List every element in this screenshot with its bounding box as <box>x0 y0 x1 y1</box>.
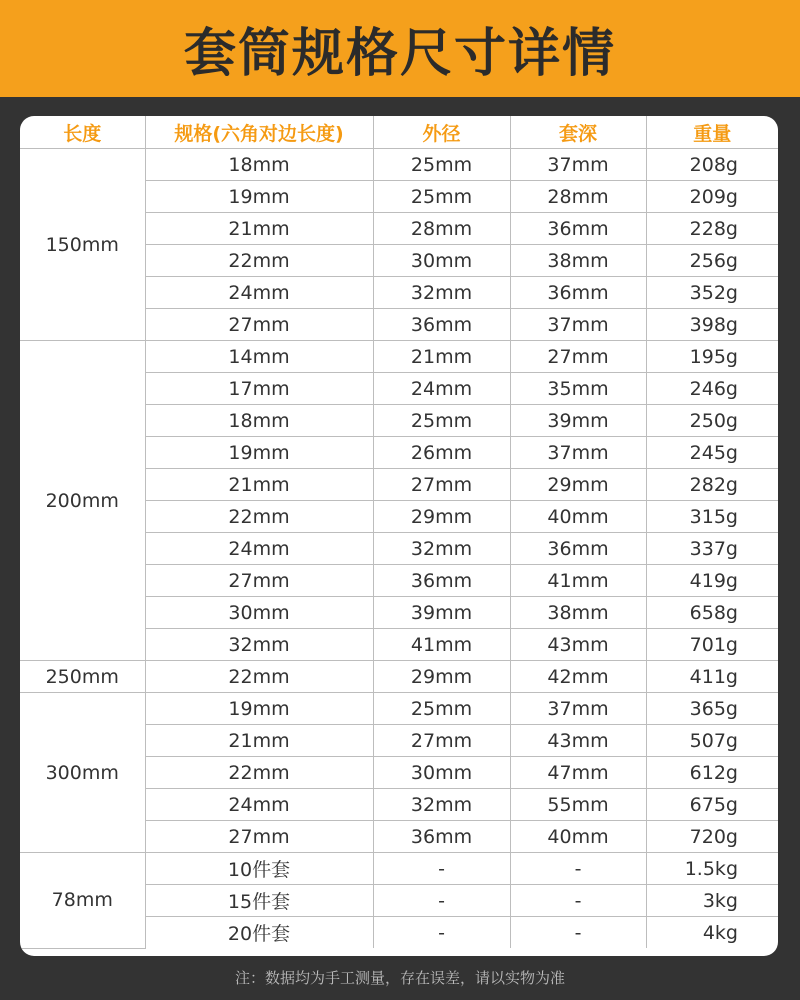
outer-diameter-cell: - <box>373 885 510 917</box>
depth-cell: - <box>510 853 646 885</box>
spec-cell: 19mm <box>145 181 373 213</box>
depth-cell: 39mm <box>510 405 646 437</box>
outer-diameter-cell: 25mm <box>373 181 510 213</box>
table-row <box>20 341 778 373</box>
spec-cell: 22mm <box>145 245 373 277</box>
outer-diameter-cell: 30mm <box>373 245 510 277</box>
spec-cell: 24mm <box>145 533 373 565</box>
spec-cell: 19mm <box>145 437 373 469</box>
page-title: 套筒规格尺寸详情 <box>183 24 616 84</box>
table-row <box>20 661 778 693</box>
outer-diameter-cell: 28mm <box>373 213 510 245</box>
spec-cell: 20件套 <box>145 917 373 949</box>
weight-cell: 256g <box>646 245 778 277</box>
weight-cell: 701g <box>646 629 778 661</box>
table-row <box>20 693 778 725</box>
table-body <box>20 149 778 949</box>
spec-cell: 14mm <box>145 341 373 373</box>
outer-diameter-cell: 25mm <box>373 405 510 437</box>
column-header-outer-diameter: 外径 <box>373 116 510 149</box>
table-header-row <box>20 116 778 149</box>
depth-cell: 29mm <box>510 469 646 501</box>
outer-diameter-cell: 36mm <box>373 309 510 341</box>
spec-cell: 18mm <box>145 405 373 437</box>
weight-cell: 507g <box>646 725 778 757</box>
outer-diameter-cell: 39mm <box>373 597 510 629</box>
depth-cell: 37mm <box>510 309 646 341</box>
depth-cell: - <box>510 917 646 949</box>
depth-cell: 36mm <box>510 213 646 245</box>
spec-cell: 30mm <box>145 597 373 629</box>
spec-cell: 21mm <box>145 469 373 501</box>
spec-cell: 18mm <box>145 149 373 181</box>
outer-diameter-cell: 36mm <box>373 821 510 853</box>
outer-diameter-cell: 36mm <box>373 565 510 597</box>
weight-cell: 209g <box>646 181 778 213</box>
length-cell: 300mm <box>20 693 145 853</box>
weight-cell: 208g <box>646 149 778 181</box>
spec-cell: 27mm <box>145 565 373 597</box>
depth-cell: 36mm <box>510 277 646 309</box>
outer-diameter-cell: - <box>373 853 510 885</box>
spec-table-card <box>20 116 778 956</box>
spec-cell: 22mm <box>145 757 373 789</box>
weight-cell: 398g <box>646 309 778 341</box>
outer-diameter-cell: 25mm <box>373 693 510 725</box>
spec-cell: 15件套 <box>145 885 373 917</box>
spec-cell: 22mm <box>145 661 373 693</box>
depth-cell: 28mm <box>510 181 646 213</box>
weight-cell: 658g <box>646 597 778 629</box>
outer-diameter-cell: 32mm <box>373 533 510 565</box>
depth-cell: 37mm <box>510 437 646 469</box>
spec-cell: 24mm <box>145 277 373 309</box>
depth-cell: 40mm <box>510 501 646 533</box>
spec-cell: 17mm <box>145 373 373 405</box>
spec-cell: 19mm <box>145 693 373 725</box>
spec-cell: 22mm <box>145 501 373 533</box>
depth-cell: 37mm <box>510 149 646 181</box>
weight-cell: 419g <box>646 565 778 597</box>
weight-cell: 195g <box>646 341 778 373</box>
column-header-depth: 套深 <box>510 116 646 149</box>
outer-diameter-cell: 29mm <box>373 501 510 533</box>
depth-cell: 35mm <box>510 373 646 405</box>
depth-cell: 40mm <box>510 821 646 853</box>
outer-diameter-cell: 32mm <box>373 789 510 821</box>
weight-cell: 352g <box>646 277 778 309</box>
column-header-spec: 规格(六角对边长度) <box>145 116 373 149</box>
outer-diameter-cell: 27mm <box>373 725 510 757</box>
depth-cell: 41mm <box>510 565 646 597</box>
outer-diameter-cell: 26mm <box>373 437 510 469</box>
column-header-length: 长度 <box>20 116 145 149</box>
length-cell: 250mm <box>20 661 145 693</box>
weight-cell: 675g <box>646 789 778 821</box>
table-row <box>20 853 778 885</box>
outer-diameter-cell: 24mm <box>373 373 510 405</box>
weight-cell: 3kg <box>646 885 778 917</box>
weight-cell: 365g <box>646 693 778 725</box>
spec-cell: 24mm <box>145 789 373 821</box>
footnote: 注：数据均为手工测量，存在误差，请以实物为准 <box>234 968 565 987</box>
weight-cell: 4kg <box>646 917 778 949</box>
length-cell: 78mm <box>20 853 145 949</box>
outer-diameter-cell: 29mm <box>373 661 510 693</box>
outer-diameter-cell: - <box>373 917 510 949</box>
spec-table <box>20 116 778 949</box>
outer-diameter-cell: 21mm <box>373 341 510 373</box>
weight-cell: 720g <box>646 821 778 853</box>
depth-cell: 27mm <box>510 341 646 373</box>
title-banner <box>0 0 800 97</box>
depth-cell: 43mm <box>510 725 646 757</box>
spec-cell: 21mm <box>145 725 373 757</box>
weight-cell: 245g <box>646 437 778 469</box>
depth-cell: 42mm <box>510 661 646 693</box>
outer-diameter-cell: 25mm <box>373 149 510 181</box>
table-row <box>20 149 778 181</box>
depth-cell: 38mm <box>510 245 646 277</box>
weight-cell: 337g <box>646 533 778 565</box>
weight-cell: 612g <box>646 757 778 789</box>
weight-cell: 282g <box>646 469 778 501</box>
weight-cell: 1.5kg <box>646 853 778 885</box>
outer-diameter-cell: 41mm <box>373 629 510 661</box>
weight-cell: 250g <box>646 405 778 437</box>
length-cell: 150mm <box>20 149 145 341</box>
outer-diameter-cell: 27mm <box>373 469 510 501</box>
length-cell: 200mm <box>20 341 145 661</box>
spec-cell: 27mm <box>145 309 373 341</box>
outer-diameter-cell: 30mm <box>373 757 510 789</box>
weight-cell: 246g <box>646 373 778 405</box>
depth-cell: 47mm <box>510 757 646 789</box>
spec-cell: 27mm <box>145 821 373 853</box>
depth-cell: 43mm <box>510 629 646 661</box>
depth-cell: 55mm <box>510 789 646 821</box>
spec-cell: 21mm <box>145 213 373 245</box>
weight-cell: 411g <box>646 661 778 693</box>
weight-cell: 315g <box>646 501 778 533</box>
depth-cell: 37mm <box>510 693 646 725</box>
outer-diameter-cell: 32mm <box>373 277 510 309</box>
weight-cell: 228g <box>646 213 778 245</box>
depth-cell: - <box>510 885 646 917</box>
depth-cell: 36mm <box>510 533 646 565</box>
depth-cell: 38mm <box>510 597 646 629</box>
spec-cell: 10件套 <box>145 853 373 885</box>
spec-cell: 32mm <box>145 629 373 661</box>
column-header-weight: 重量 <box>646 116 778 149</box>
